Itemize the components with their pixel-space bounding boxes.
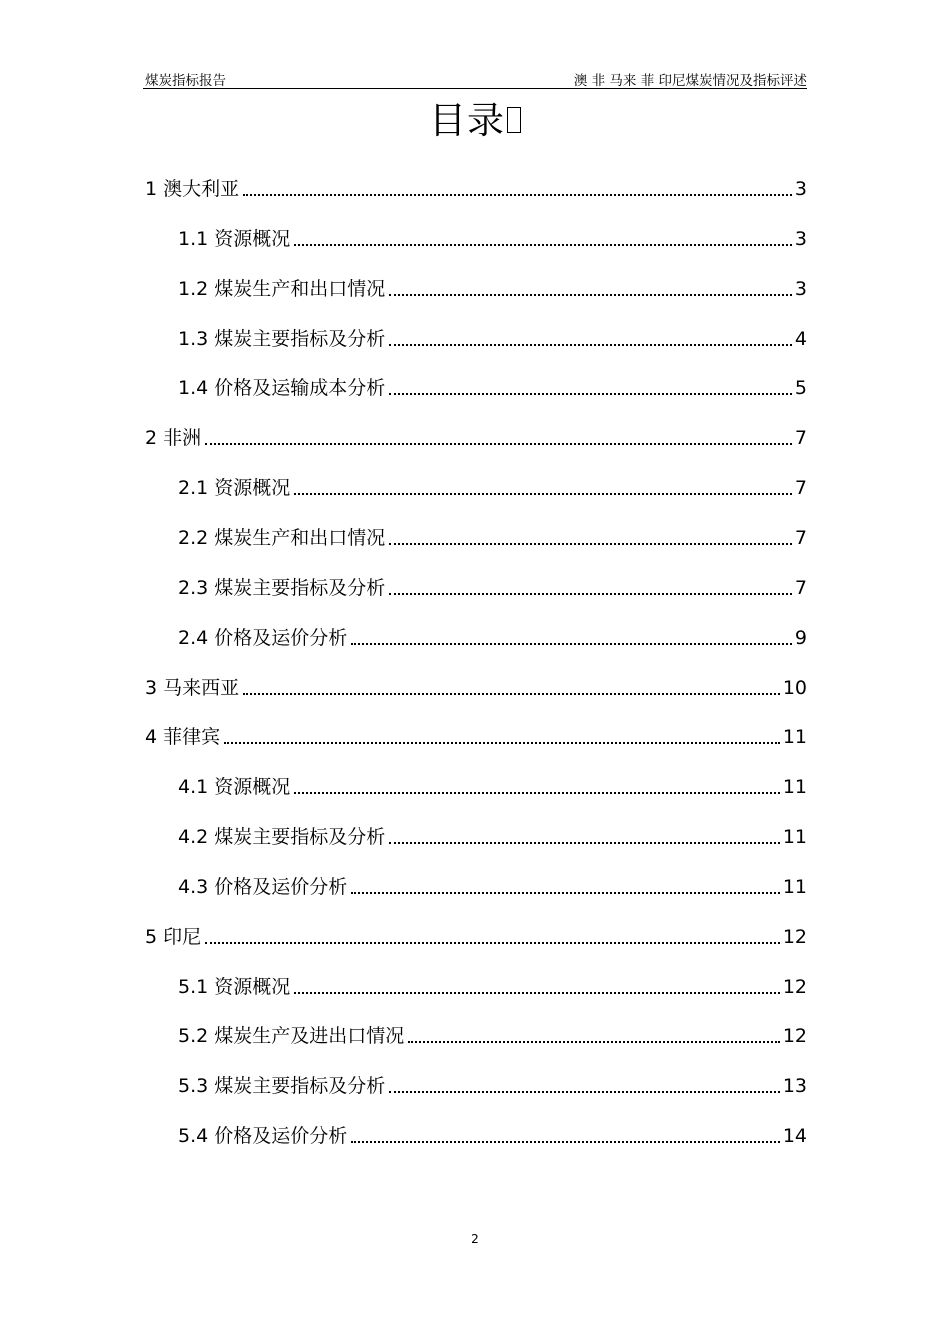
- toc-entry[interactable]: [178, 272, 807, 302]
- toc-entry-page: 4: [794, 328, 807, 350]
- toc-entry[interactable]: [178, 770, 807, 800]
- toc-entry[interactable]: [145, 720, 807, 750]
- toc-leader-dots: [389, 393, 792, 395]
- toc-entry-title: 1.1 资源概况: [178, 228, 291, 250]
- header-rule: [143, 88, 807, 89]
- header-left-text: 煤炭指标报告: [145, 73, 226, 89]
- toc-entry-title: 4.2 煤炭主要指标及分析: [178, 826, 386, 848]
- toc-entry-title: 4.1 资源概况: [178, 776, 291, 798]
- toc-entry-title: 5 印尼: [145, 926, 202, 948]
- toc-entry[interactable]: [178, 970, 807, 1000]
- toc-entry[interactable]: [178, 322, 807, 352]
- toc-leader-dots: [351, 643, 792, 645]
- toc-entry-title: 5.1 资源概况: [178, 976, 291, 998]
- toc-entry[interactable]: [178, 371, 807, 401]
- toc-leader-dots: [389, 543, 792, 545]
- toc-entry-page: 7: [794, 477, 807, 499]
- toc-entry[interactable]: [178, 521, 807, 551]
- toc-entry[interactable]: [145, 421, 807, 451]
- page-footer: [0, 1232, 950, 1246]
- toc-title-text: 目录: [429, 99, 505, 142]
- toc-entry[interactable]: [178, 870, 807, 900]
- toc-entry-page: 9: [794, 627, 807, 649]
- toc-entry-title: 2.2 煤炭生产和出口情况: [178, 527, 386, 549]
- toc-entry-title: 2 非洲: [145, 427, 202, 449]
- toc-entry-page: 7: [794, 577, 807, 599]
- toc-leader-dots: [294, 244, 792, 246]
- toc-entry[interactable]: [178, 222, 807, 252]
- toc-entry-title: 1.2 煤炭生产和出口情况: [178, 278, 386, 300]
- toc-entry-title: 5.2 煤炭生产及进出口情况: [178, 1025, 405, 1047]
- toc-entry-page: 12: [782, 1025, 807, 1047]
- toc-leader-dots: [294, 992, 780, 994]
- toc-leader-dots: [389, 1091, 780, 1093]
- toc-entry-page: 11: [782, 826, 807, 848]
- toc-entry[interactable]: [178, 1069, 807, 1099]
- toc-entry-page: 11: [782, 876, 807, 898]
- toc-entry[interactable]: [145, 671, 807, 701]
- toc-entry-title: 1 澳大利亚: [145, 178, 240, 200]
- toc-entry[interactable]: [178, 1019, 807, 1049]
- toc-entry-title: 5.3 煤炭主要指标及分析: [178, 1075, 386, 1097]
- toc-leader-dots: [351, 892, 780, 894]
- toc-leader-dots: [351, 1141, 780, 1143]
- toc-entry-title: 4.3 价格及运价分析: [178, 876, 348, 898]
- toc-entry[interactable]: [178, 571, 807, 601]
- toc-entry[interactable]: [178, 471, 807, 501]
- missing-glyph-icon: [507, 107, 521, 133]
- toc-entry-page: 3: [794, 178, 807, 200]
- toc-leader-dots: [294, 493, 792, 495]
- page-number: 2: [471, 1232, 479, 1246]
- toc-entry[interactable]: [178, 621, 807, 651]
- toc-entry-title: 2.3 煤炭主要指标及分析: [178, 577, 386, 599]
- toc-leader-dots: [205, 443, 792, 445]
- toc-entry-title: 4 菲律宾: [145, 726, 221, 748]
- toc-entry-title: 2.1 资源概况: [178, 477, 291, 499]
- toc-entry-title: 2.4 价格及运价分析: [178, 627, 348, 649]
- toc-entry-title: 1.3 煤炭主要指标及分析: [178, 328, 386, 350]
- toc-leader-dots: [389, 593, 792, 595]
- toc-entry-page: 7: [794, 427, 807, 449]
- toc-leader-dots: [389, 294, 792, 296]
- toc-entry[interactable]: [145, 920, 807, 950]
- toc-entry[interactable]: [145, 172, 807, 202]
- toc-entry-page: 12: [782, 926, 807, 948]
- toc-entry-page: 11: [782, 776, 807, 798]
- toc-leader-dots: [224, 742, 780, 744]
- toc-entry-page: 3: [794, 278, 807, 300]
- toc-entry-page: 14: [782, 1125, 807, 1147]
- toc-leader-dots: [205, 942, 780, 944]
- header-right-text: 澳 非 马来 菲 印尼煤炭情况及指标评述: [573, 73, 807, 89]
- toc-entry[interactable]: [178, 1119, 807, 1149]
- toc-entry[interactable]: [178, 820, 807, 850]
- toc-entry-page: 11: [782, 726, 807, 748]
- toc-entry-title: 3 马来西亚: [145, 677, 240, 699]
- toc-entry-page: 7: [794, 527, 807, 549]
- toc-entry-page: 5: [794, 377, 807, 399]
- toc-leader-dots: [408, 1041, 780, 1043]
- toc-leader-dots: [389, 842, 780, 844]
- toc-title: [0, 96, 950, 146]
- toc-entry-page: 3: [794, 228, 807, 250]
- toc-entry-page: 12: [782, 976, 807, 998]
- toc-entry-title: 5.4 价格及运价分析: [178, 1125, 348, 1147]
- toc-entry-page: 10: [782, 677, 807, 699]
- toc-leader-dots: [389, 344, 792, 346]
- toc-leader-dots: [243, 194, 792, 196]
- toc-leader-dots: [243, 693, 780, 695]
- toc-entry-title: 1.4 价格及运输成本分析: [178, 377, 386, 399]
- toc-entry-page: 13: [782, 1075, 807, 1097]
- page-header: [143, 66, 807, 88]
- toc-leader-dots: [294, 792, 780, 794]
